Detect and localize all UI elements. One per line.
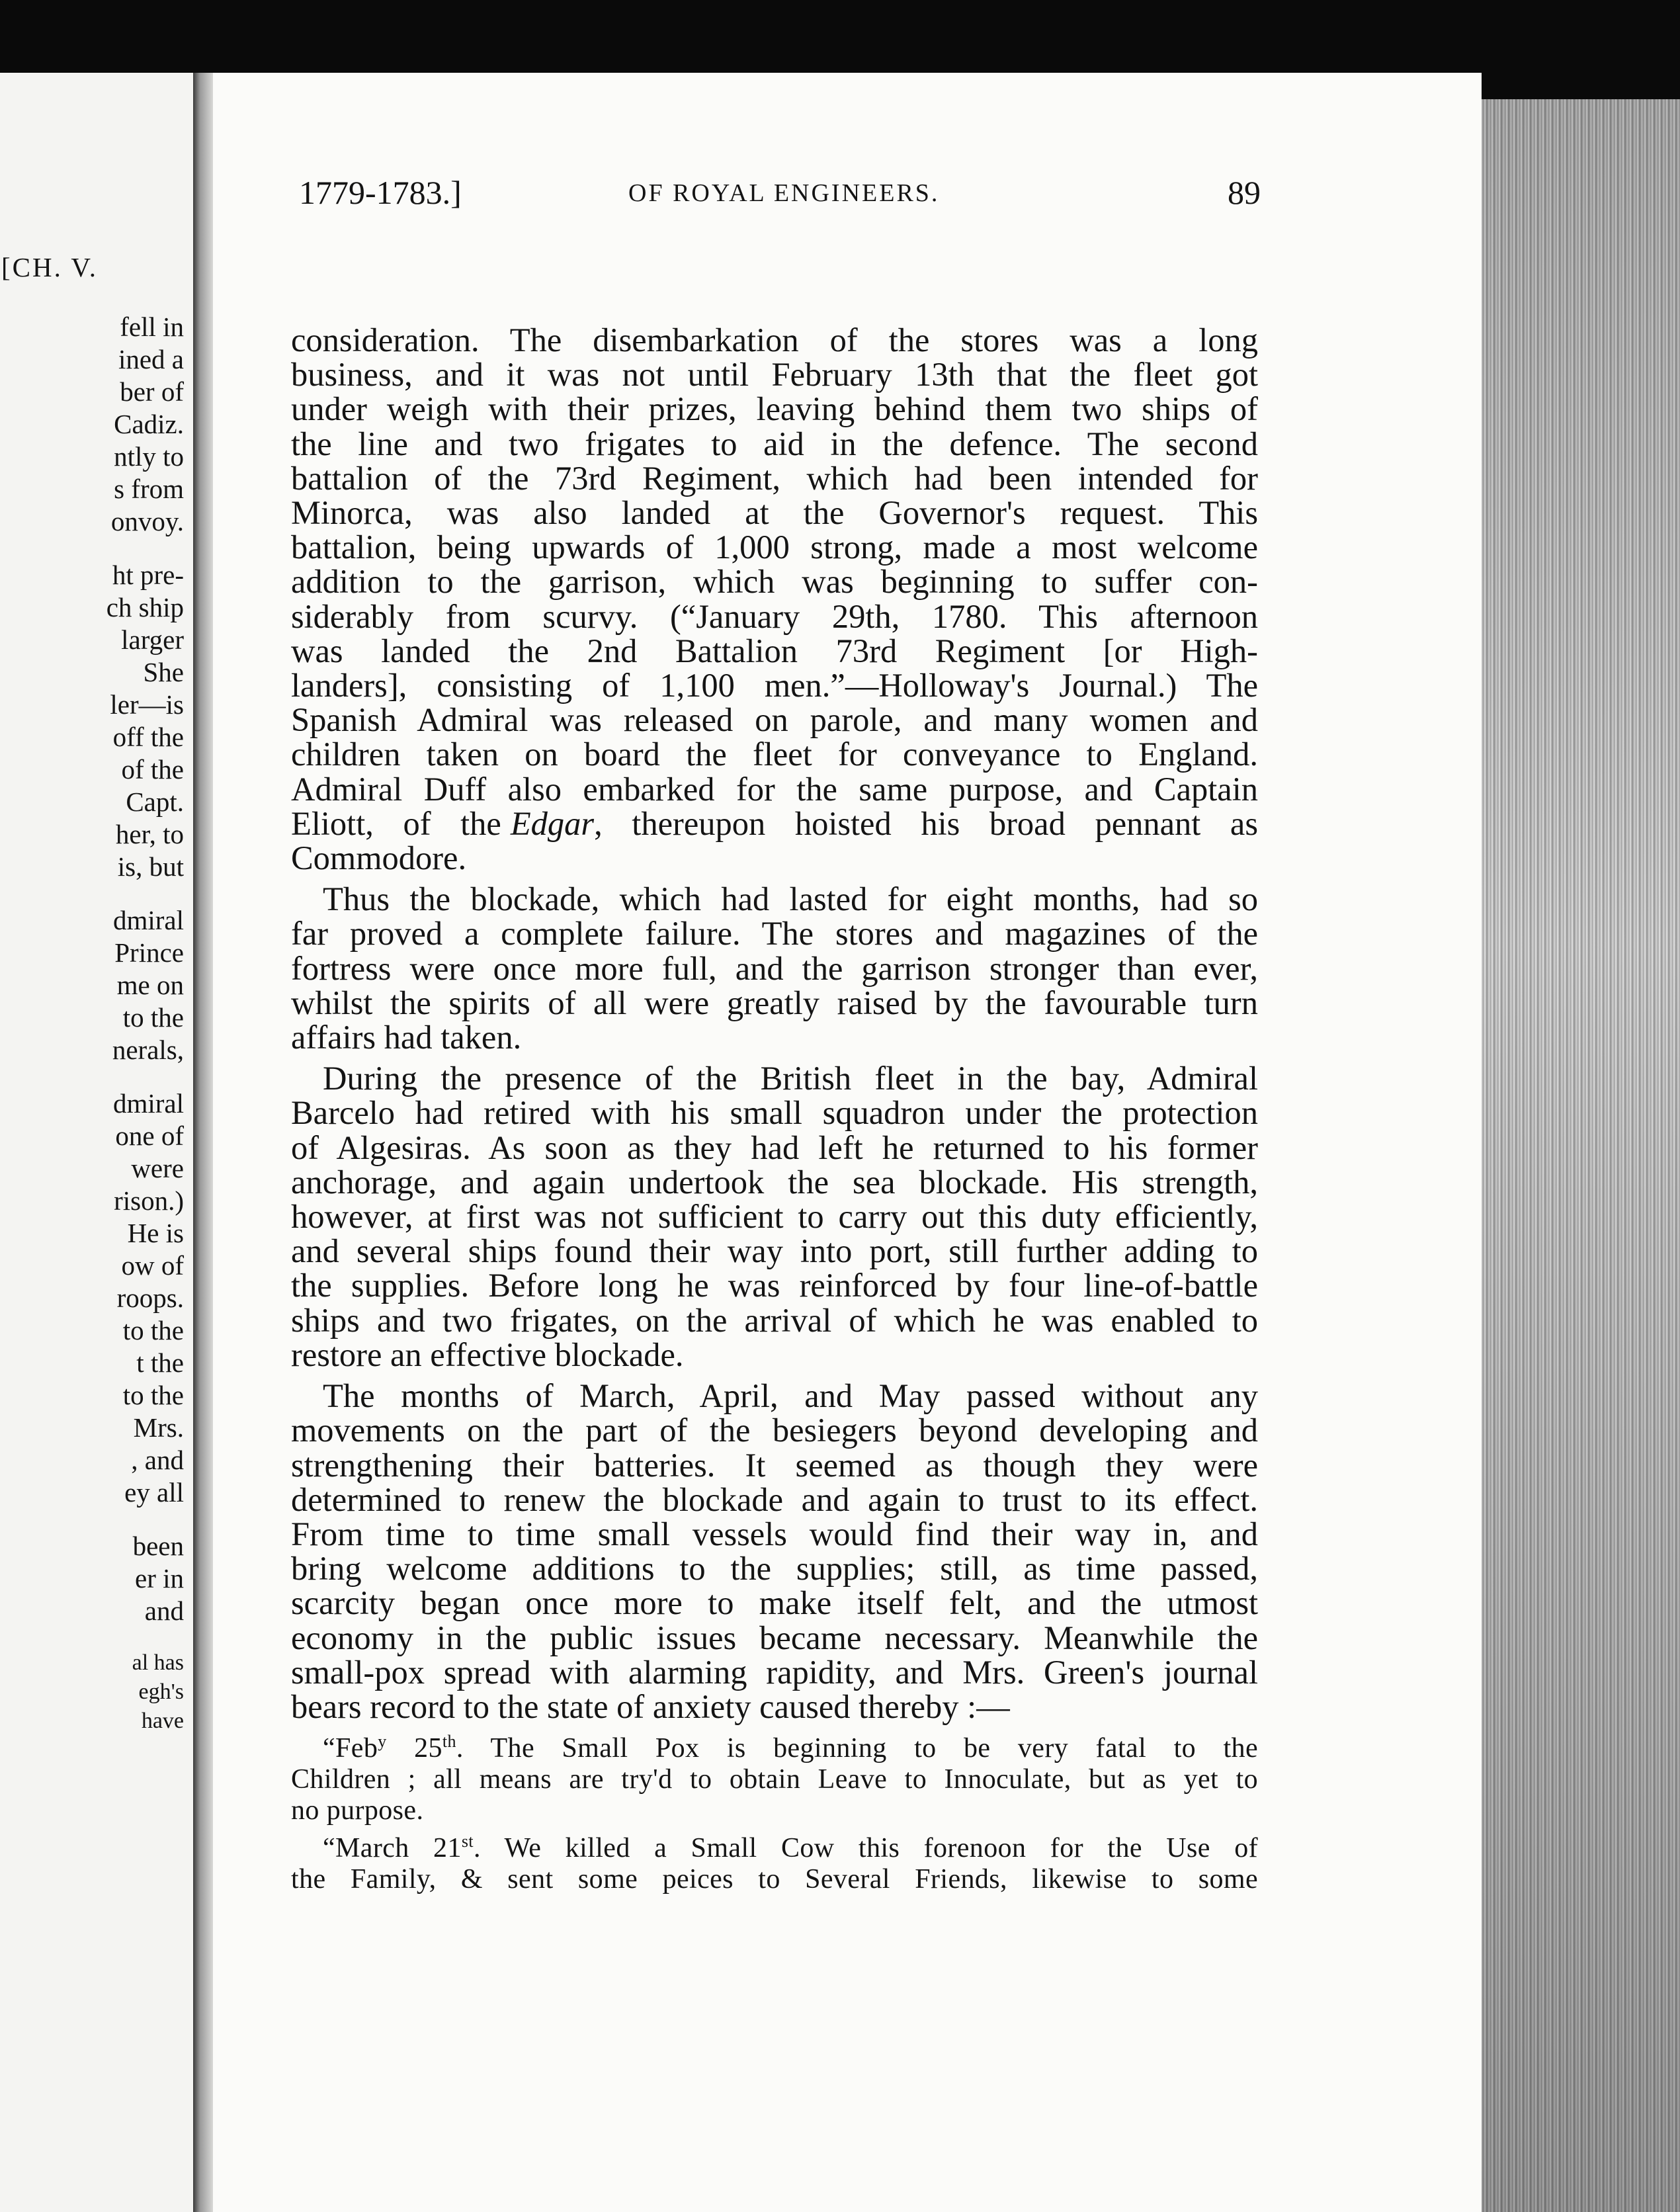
text-line (291, 1061, 1258, 1095)
left-fragment: t the (136, 1347, 184, 1378)
quote-line: the Family, & sent some peices to Several Friends, likewise to some (291, 1864, 1258, 1895)
line-text: Thus the blockade, which had lasted for eight months, had so (323, 880, 1258, 918)
line-text: was landed the 2nd Battalion 73rd Regiment [or High- (291, 632, 1258, 669)
line-text: children taken on board the fleet for conveyance to England. (291, 736, 1258, 773)
left-fragment: onvoy. (110, 506, 184, 536)
left-fragment: ined a (118, 344, 184, 374)
left-fragment: fell in (120, 312, 184, 342)
left-fragment: Capt. (126, 787, 184, 817)
text-line (291, 916, 1258, 951)
line-text: battalion, being upwards of 1,000 strong, made a most welcome (291, 529, 1258, 566)
line-text: and several ships found their way into port, still further adding to (291, 1232, 1258, 1270)
text-line (291, 702, 1258, 737)
text-line (291, 1379, 1258, 1413)
line-text: ships and two frigates, on the arrival of which he was enabled to (291, 1301, 1258, 1339)
quote-sup: th (442, 1732, 456, 1752)
paragraph-2 (291, 882, 1258, 1054)
text-line (291, 772, 1258, 806)
left-note-fragment: egh's (138, 1680, 184, 1704)
line-text: anchorage, and again undertook the sea blockade. His strength, (291, 1163, 1258, 1201)
left-fragment: He is (127, 1218, 184, 1248)
line-text: Admiral Duff also embarked for the same purpose, and Captain (291, 770, 1258, 808)
line-text: During the presence of the British fleet in the bay, Admiral (323, 1060, 1258, 1097)
text-line (291, 1413, 1258, 1447)
line-text: affairs had taken. (291, 1019, 522, 1056)
text-line (291, 1199, 1258, 1234)
page-number: 89 (1228, 174, 1261, 211)
left-note-fragment: have (141, 1709, 184, 1733)
line-text: addition to the garrison, which was beginning to suffer con- (291, 563, 1258, 601)
quote-text: . The Small Pox is beginning to be very fatal to the (456, 1733, 1258, 1764)
text-line (291, 951, 1258, 986)
text-line (291, 564, 1258, 599)
line-text: strengthening their batteries. It seemed as though they were (291, 1446, 1258, 1484)
left-fragment: Prince (114, 937, 184, 968)
text-line (291, 599, 1258, 634)
paragraph-4 (291, 1379, 1258, 1724)
left-fragment: been (132, 1531, 184, 1561)
journal-quote-march-21 (291, 1833, 1258, 1895)
paragraph-3 (291, 1061, 1258, 1372)
left-fragment: s from (114, 474, 184, 504)
line-text: From time to time small vessels would find their way in, and (291, 1515, 1258, 1553)
left-fragment: larger (121, 624, 184, 655)
line-text: scarcity began once more to make itself felt, and the utmost (291, 1584, 1258, 1622)
text-line (291, 1130, 1258, 1165)
text-line (291, 1517, 1258, 1551)
left-fragment: one of (115, 1121, 184, 1151)
line-text: determined to renew the blockade and again to trust to its effect. (291, 1480, 1258, 1518)
quote-text: “March 21 (323, 1833, 462, 1864)
paragraph-1 (291, 323, 1258, 875)
text-line (291, 495, 1258, 530)
line-text: restore an effective blockade. (291, 1336, 684, 1373)
text-line (291, 668, 1258, 702)
line-text: landers], consisting of 1,100 men.”—Holloway's Journal.) The (291, 667, 1258, 704)
text-line (291, 323, 1258, 357)
left-fragment: Mrs. (133, 1412, 184, 1443)
left-fragment: roops. (116, 1283, 184, 1313)
left-fragment: her, to (115, 819, 184, 849)
quote-text: . We killed a Small Cow this forenoon for the Use of (474, 1833, 1258, 1864)
left-fragment: of the (121, 754, 184, 785)
left-fragment: ntly to (114, 441, 184, 472)
left-running-head: [CH. V. (1, 252, 98, 282)
left-fragment: ch ship (106, 592, 184, 622)
text-line (291, 1165, 1258, 1199)
text-line (291, 1621, 1258, 1655)
text-line (291, 1095, 1258, 1130)
left-fragment: rison.) (114, 1185, 184, 1216)
text-line (291, 1268, 1258, 1302)
quote-text: 25 (386, 1733, 442, 1764)
text-line (291, 841, 1258, 875)
left-fragment: me on (116, 970, 184, 1000)
text-line (291, 357, 1258, 392)
line-text: of Algesiras. As soon as they had left he returned to his former (291, 1128, 1258, 1166)
line-text: bears record to the state of anxiety caused thereby :— (291, 1687, 1010, 1725)
left-fragment: ler—is (110, 689, 184, 720)
text-line (291, 986, 1258, 1020)
line-text: fortress were once more full, and the garrison stronger than ever, (291, 949, 1258, 987)
left-fragment: and (144, 1595, 184, 1626)
quote-line: no purpose. (291, 1795, 424, 1826)
line-text: Spanish Admiral was released on parole, and many women and (291, 701, 1258, 739)
left-fragment: ow of (121, 1250, 184, 1281)
left-fragment: er in (135, 1563, 184, 1594)
text-line (291, 1234, 1258, 1268)
quote-sup: st (461, 1832, 474, 1851)
text-line (291, 1338, 1258, 1372)
text-line (291, 737, 1258, 771)
quote-line (291, 1733, 1258, 1764)
quote-line: Children ; all means are try'd to obtain Leave to Innoculate, but as yet to (291, 1764, 1258, 1795)
line-text: Minorca, was also landed at the Governor's request. This (291, 494, 1258, 532)
left-fragment: She (143, 657, 184, 687)
line-text: siderably from scurvy. (“January 29th, 1780. This afternoon (291, 597, 1258, 635)
text-line (291, 1448, 1258, 1482)
running-head-dates: 1779-1783.] (299, 174, 462, 211)
left-fragment: , and (131, 1445, 184, 1475)
line-text: bring welcome additions to the supplies; still, as time passed, (291, 1550, 1258, 1588)
left-fragment: to the (122, 1002, 184, 1033)
line-text: Commodore. (291, 839, 467, 877)
left-fragment: dmiral (112, 1088, 184, 1119)
text-line (291, 1482, 1258, 1517)
left-note-fragment: al has (132, 1650, 184, 1675)
text-line (291, 882, 1258, 916)
left-fragment: is, but (117, 851, 184, 882)
left-fragment: ber of (120, 376, 184, 407)
line-text: battalion of the 73rd Regiment, which had been intended for (291, 459, 1258, 497)
text-line (291, 461, 1258, 495)
quote-text: “Feb (323, 1733, 378, 1764)
running-head-title: OF ROYAL ENGINEERS. (628, 179, 940, 207)
line-text: far proved a complete failure. The stores and magazines of the (291, 915, 1258, 953)
left-fragment: to the (122, 1380, 184, 1410)
text-line (291, 530, 1258, 564)
left-fragment: nerals, (112, 1035, 184, 1065)
page-edges (1482, 99, 1680, 2212)
quote-sup: y (378, 1732, 387, 1752)
line-text: whilst the spirits of all were greatly raised by the favourable turn (291, 984, 1258, 1021)
line-text: consideration. The disembarkation of the stores was a long (291, 321, 1258, 359)
text-line (291, 1551, 1258, 1586)
line-text: under weigh with their prizes, leaving behind them two ships of (291, 390, 1258, 428)
text-line (291, 427, 1258, 461)
line-text: The months of March, April, and May passed without any (323, 1377, 1258, 1415)
text-line (291, 1303, 1258, 1338)
text-line (291, 1689, 1258, 1724)
text-line (291, 1586, 1258, 1620)
line-text: the supplies. Before long he was reinforced by four line-of-battle (291, 1267, 1258, 1304)
text-line (291, 806, 1258, 841)
quote-line (291, 1833, 1258, 1864)
line-text: business, and it was not until February 13th that the fleet got (291, 356, 1258, 394)
body-text (291, 323, 1258, 1895)
text-line (291, 1020, 1258, 1054)
ship-name-italic: Edgar (510, 804, 595, 842)
left-fragment: off the (112, 722, 184, 752)
text-line (291, 392, 1258, 426)
line-text: Barcelo had retired with his small squadron under the protection (291, 1094, 1258, 1132)
journal-quote-feb-25 (291, 1733, 1258, 1826)
text-line (291, 1655, 1258, 1689)
line-text: the line and two frigates to aid in the defence. The second (291, 425, 1258, 462)
line-text: Eliott, of the (291, 804, 501, 842)
line-text: however, at first was not sufficient to carry out this duty efficiently, (291, 1198, 1258, 1236)
left-fragment: Cadiz. (114, 409, 184, 439)
line-text: , thereupon hoisted his broad pennant as (594, 804, 1258, 842)
line-text: small-pox spread with alarming rapidity, and Mrs. Green's journal (291, 1653, 1258, 1691)
left-fragment: ey all (124, 1477, 184, 1508)
left-fragment: ht pre- (112, 560, 184, 590)
left-page (0, 73, 197, 2212)
book-gutter (193, 73, 213, 2212)
left-fragment: were (131, 1153, 184, 1183)
left-fragment: dmiral (112, 905, 184, 935)
text-line (291, 634, 1258, 668)
line-text: movements on the part of the besiegers beyond developing and (291, 1412, 1258, 1449)
line-text: economy in the public issues became necessary. Meanwhile the (291, 1619, 1258, 1656)
left-fragment: to the (122, 1315, 184, 1345)
